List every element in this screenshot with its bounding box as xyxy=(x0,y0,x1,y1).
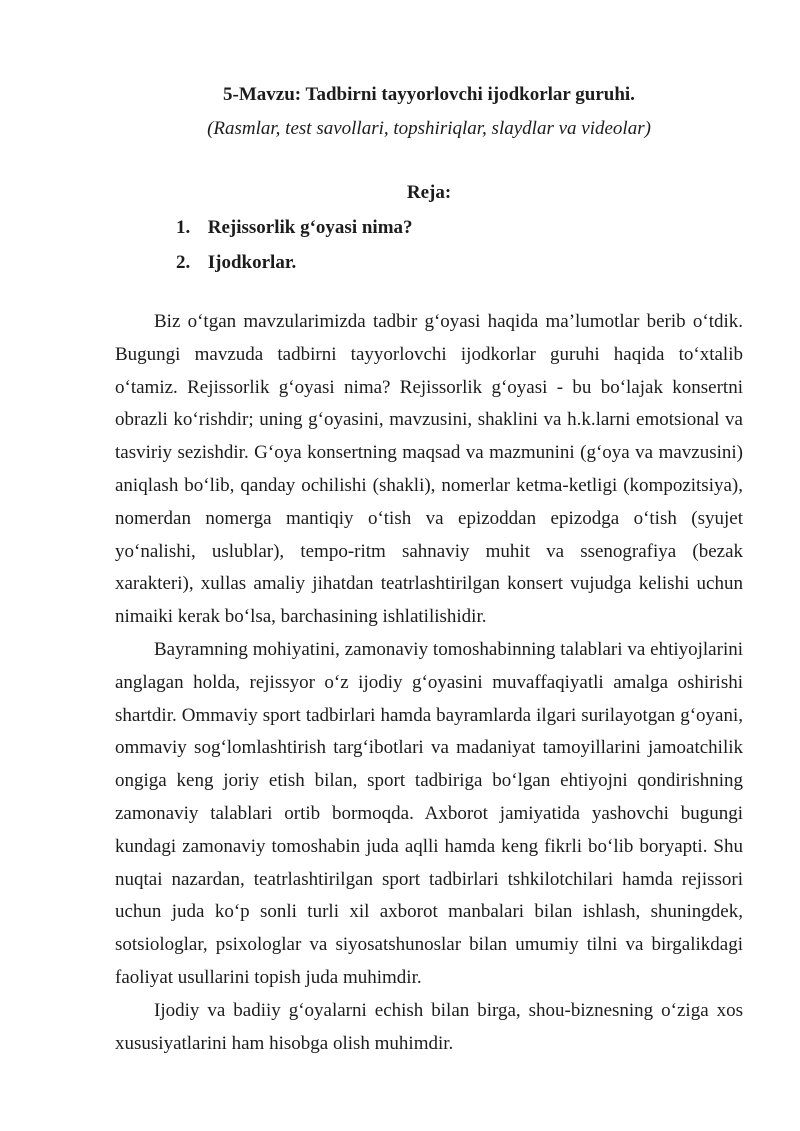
document-subtitle: (Rasmlar, test savollari, topshiriqlar, slaydlar va videolar) xyxy=(207,118,651,139)
plan-item-2-number: 2. xyxy=(176,252,191,273)
document-title: 5-Mavzu: Tadbirni tayyorlovchi ijodkorlar guruhi. xyxy=(223,84,635,105)
plan-item-2-label: Ijodkorlar. xyxy=(207,252,297,273)
body-paragraph-1: Biz o‘tgan mavzularimizda tadbir g‘oyasi haqida ma’lumotlar berib o‘tdik. Bugungi mavzuda tadbirni tayyorlovchi ijodkorlar guruhi haqida to‘xtalib o‘tamiz. Rejissorlik g‘oyasi nima? Rejissorlik g‘oyasi - bu bo‘lajak konsertni obrazli ko‘rishdir; uning g‘oyasini, mavzusini, shaklini va h.k.larni emotsional va tasviriy sezishdir. G‘oya konsertning maqsad va mazmunini (g‘oya va mavzusini) aniqlash bo‘lib, qanday ochilishi (shakli), nomerlar ketma-ketligi (kompozitsiya), nomerdan nomerga mantiqiy o‘tish va epizoddan epizodga o‘tish (syujet yo‘nalishi, uslublar), tempo-ritm sahnaviy muhit va ssenografiya (bezak xarakteri), xullas amaliy jihatdan teatrlashtirilgan konsert vujudga kelishi uchun nimaiki kerak bo‘lsa, barchasining ishlatilishidir. xyxy=(115,311,743,628)
plan-item-1 xyxy=(176,210,743,245)
plan-heading: Reja: xyxy=(406,182,452,203)
body-paragraph-3: Ijodiy va badiiy g‘oyalarni echish bilan birga, shou-biznesning o‘ziga xos xususiyatlarini ham hisobga olish muhimdir. xyxy=(115,999,743,1054)
body-paragraph-2: Bayramning mohiyatini, zamonaviy tomoshabinning talablari va ehtiyojlarini anglagan holda, rejissyor o‘z ijodiy g‘oyasini muvaffaqiyatli amalga oshirishi shartdir. Ommaviy sport tadbirlari hamda bayramlarda ilgari surilayotgan g‘oyani, ommaviy sog‘lomlashtirish targ‘ibotlari va madaniyat tamoyillarini jamoatchilik ongiga keng joriy etish bilan, sport tadbiriga bo‘lgan ehtiyojni qondirishning zamonaviy talablari ortib bormoqda. Axborot jamiyatida yashovchi bugungi kundagi zamonaviy tomoshabin juda aqlli hamda keng fikrli bo‘lib boryapti. Shu nuqtai nazardan, teatrlashtirilgan sport tadbirlari tshkilotchilari hamda rejissori uchun juda ko‘p sonli turli xil axborot manbalari bilan ishlash, shuningdek, sotsiologlar, psixologlar va siyosatshunoslar bilan umumiy tilni va birgalikdagi faoliyat usullarini topish juda muhimdir. xyxy=(115,638,743,988)
plan-list xyxy=(115,210,743,280)
plan-item-1-number: 1. xyxy=(176,217,191,238)
plan-item-1-label: Rejissorlik g‘oyasi nima? xyxy=(207,217,413,238)
document-body xyxy=(115,306,743,1060)
plan-item-2 xyxy=(176,245,743,280)
